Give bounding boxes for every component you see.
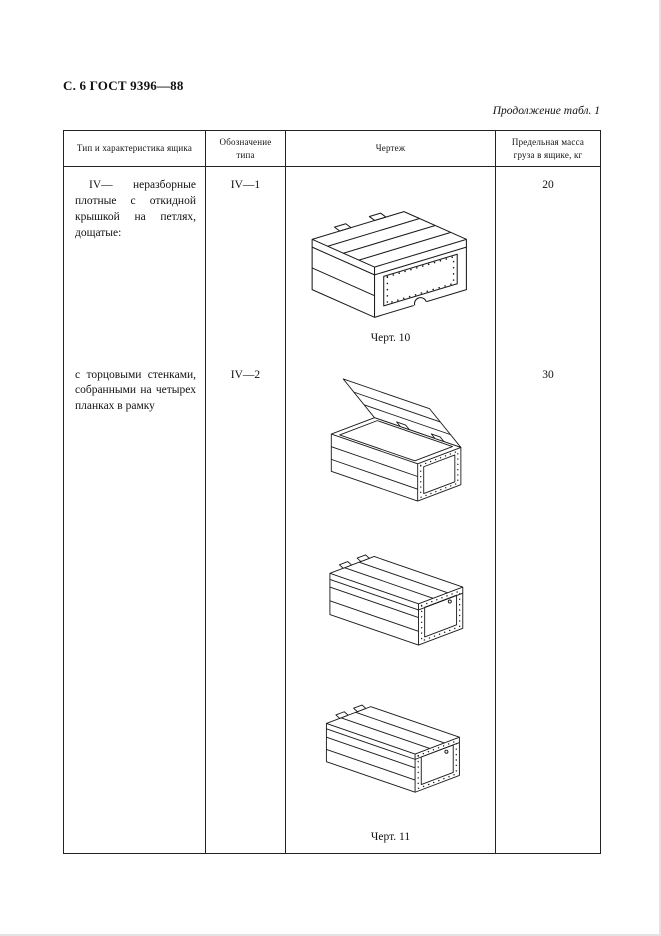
figure-caption: Черт. 10 <box>370 331 411 344</box>
table-header-row <box>64 131 601 167</box>
table-continuation-label: Продолжение табл. 1 <box>492 105 600 117</box>
figure-caption: Черт. 11 <box>370 831 411 843</box>
column-header-drawing: Чертеж <box>286 131 496 167</box>
crate-open-lid-drawing <box>303 370 478 508</box>
type-description-text: с торцовыми стенками, собранными на четырех планках в рамку <box>75 368 196 413</box>
spec-table <box>63 130 601 854</box>
drawing-cell <box>286 167 496 357</box>
mass-cell: 30 <box>496 357 601 854</box>
designation-cell: IV—1 <box>206 167 286 357</box>
column-header-designation: Обозначение типа <box>206 131 286 167</box>
designation-cell: IV—2 <box>206 357 286 854</box>
type-description-cell <box>64 167 206 357</box>
table-row-iv1 <box>64 167 601 357</box>
figure-column <box>287 168 494 356</box>
column-header-type: Тип и характеристика ящика <box>64 131 206 167</box>
column-header-mass: Предельная масса груза в ящике, кг <box>496 131 601 167</box>
crate-closed-deep-lid-drawing <box>305 673 477 799</box>
crate-hinged-lid-closed-drawing <box>300 196 482 326</box>
table-row-iv2 <box>64 357 601 854</box>
page-header: С. 6 ГОСТ 9396—88 <box>63 78 184 93</box>
mass-cell: 20 <box>496 167 601 357</box>
type-description-cell <box>64 357 206 854</box>
figure-column <box>287 358 494 853</box>
crate-closed-framed-ends-drawing <box>307 529 475 651</box>
drawing-cell <box>286 357 496 854</box>
type-description-text: IV— неразборные плотные с откидной крышкой на петлях, дощатые: <box>75 179 196 239</box>
